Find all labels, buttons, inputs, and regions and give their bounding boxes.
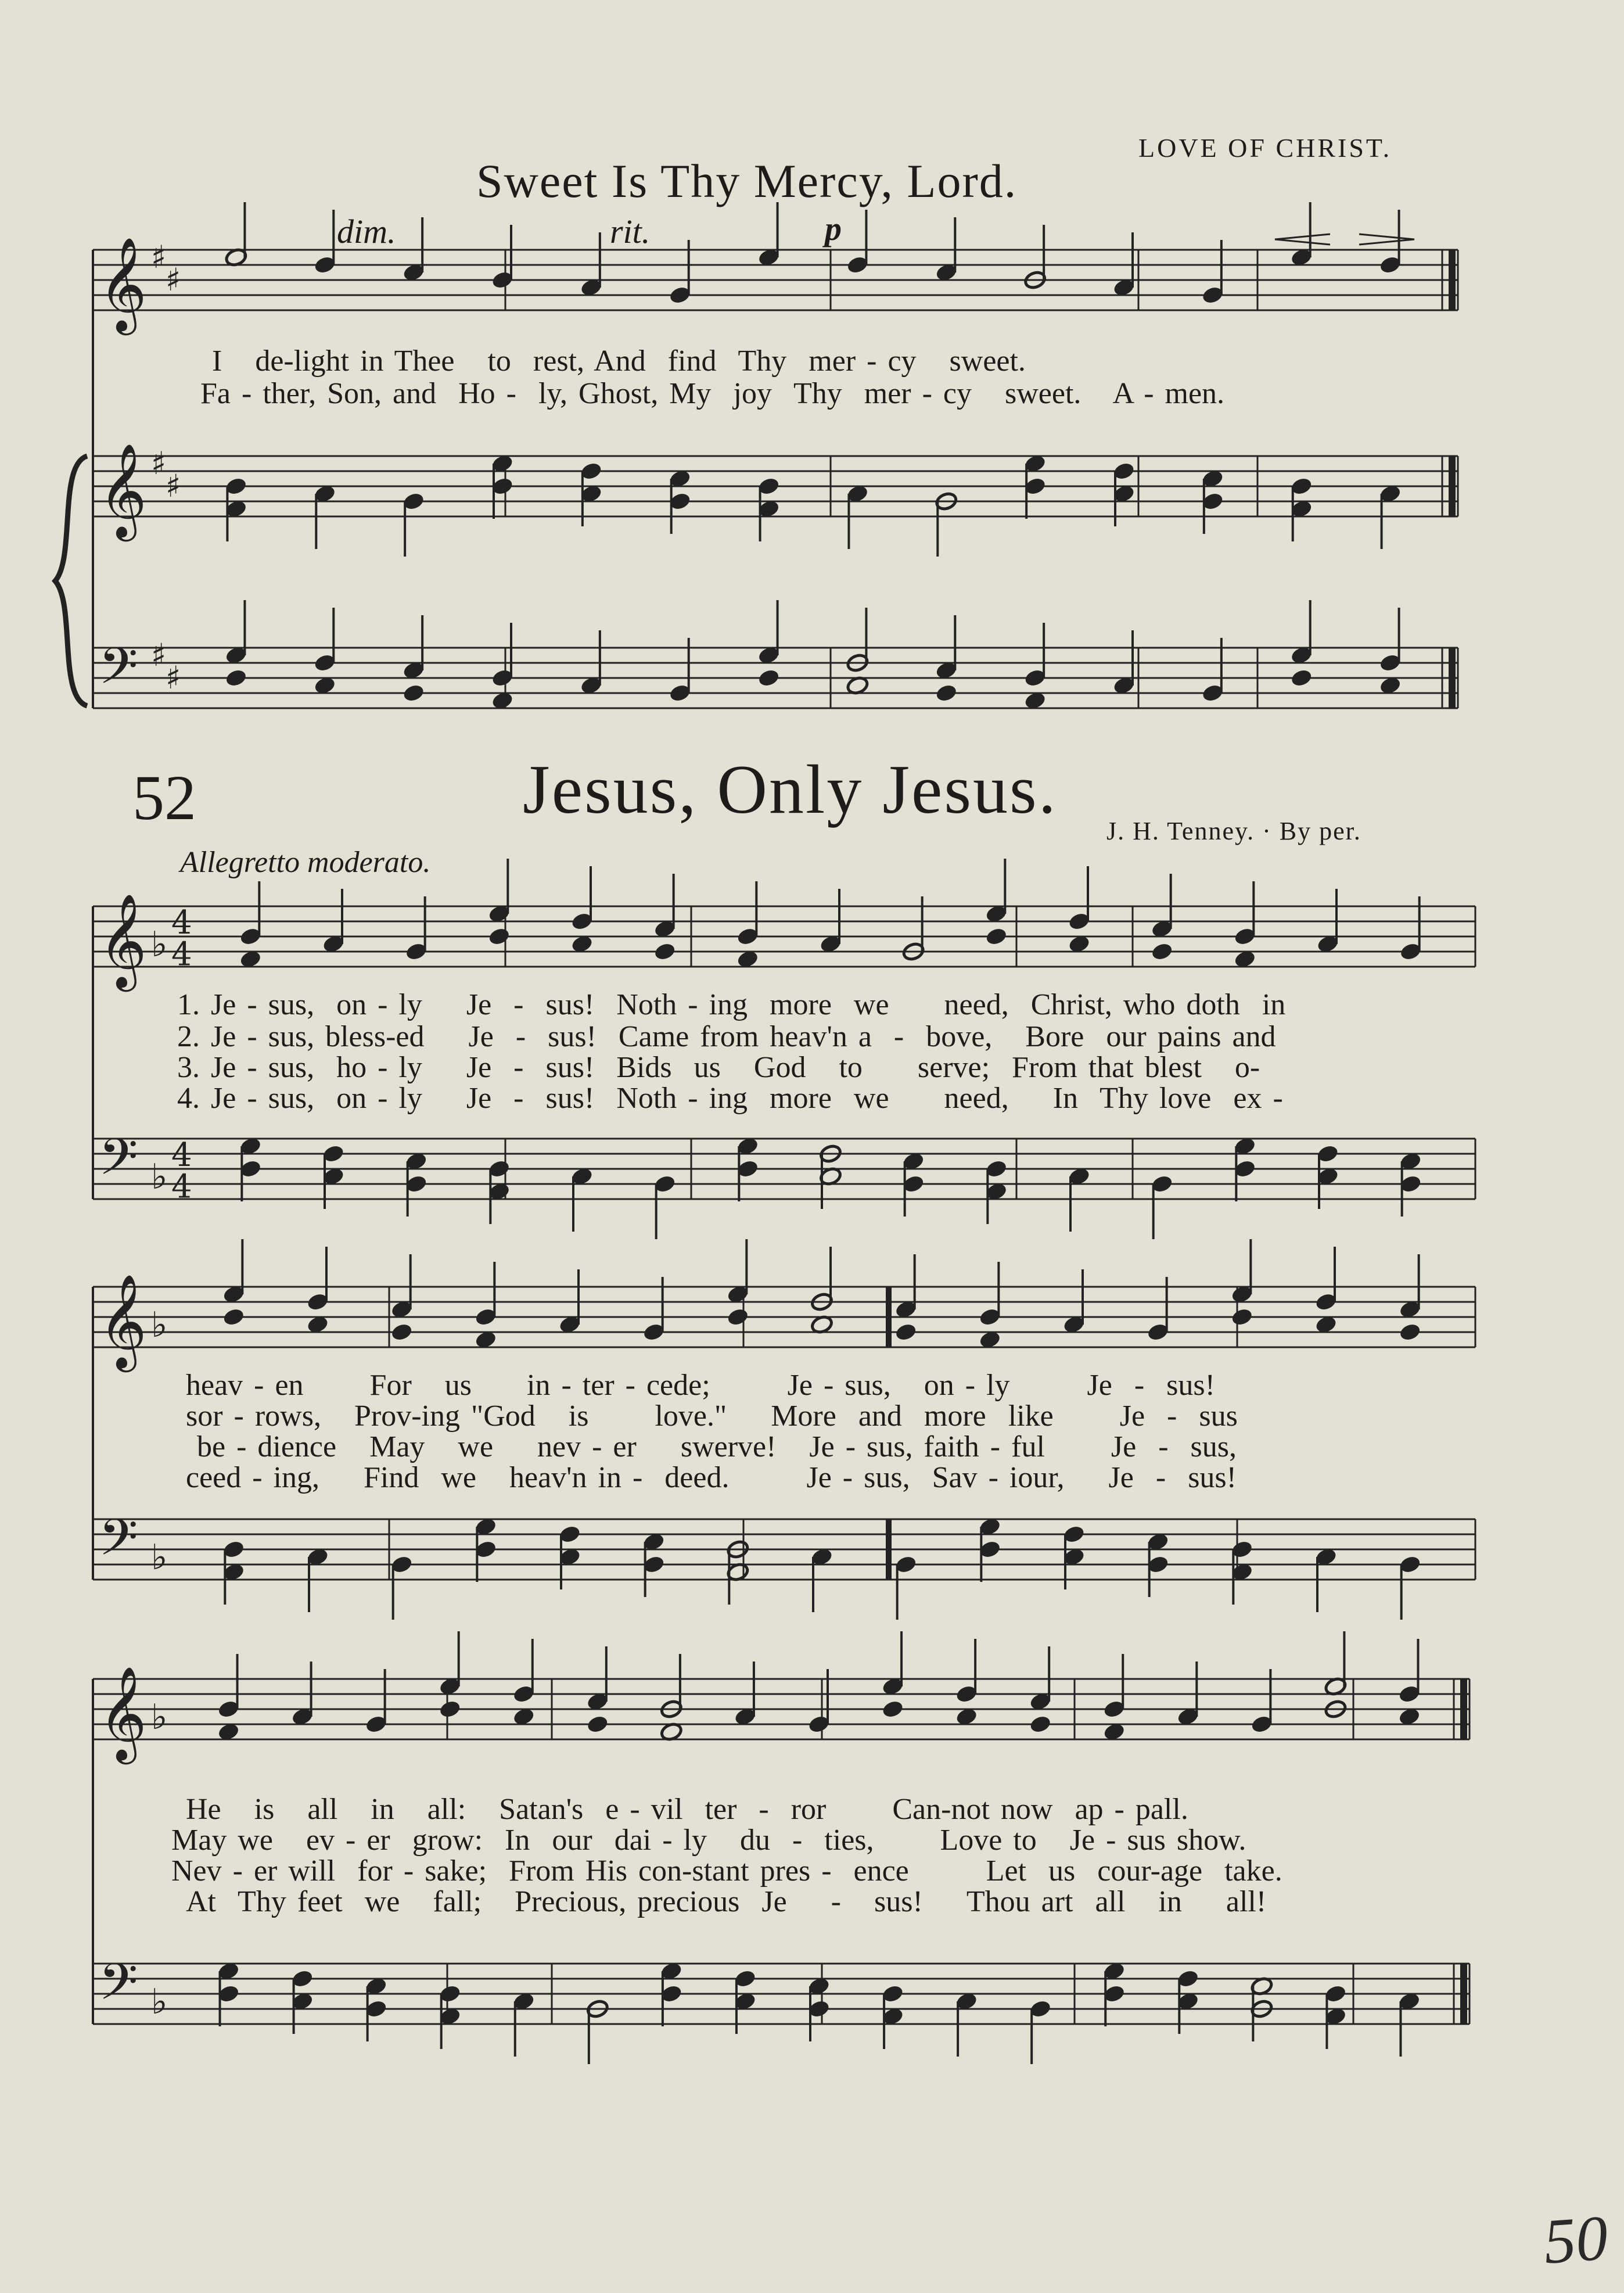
time-signature-bottom: 4 — [171, 935, 192, 974]
flat-icon: ♭ — [151, 1537, 168, 1578]
note-s3-st1-lower — [1398, 1322, 1422, 1343]
verse-1-line-b: heav - en For us in - ter - cede; Je - sus, on - ly Je - sus! — [186, 1369, 1215, 1402]
treble-clef-icon: 𝄞 — [99, 1273, 147, 1369]
treble-clef-icon: 𝄞 — [99, 893, 147, 988]
note-s3-st1-lower — [1230, 1307, 1254, 1327]
composer-credit: J. H. Tenney. · By per. — [1106, 817, 1361, 845]
time-signature-top: 4 — [171, 903, 192, 942]
sharp-icon: ♯ — [166, 659, 181, 697]
note-s1-st3-lower — [1289, 668, 1313, 688]
dynamic-dim: dim. — [337, 213, 396, 250]
sharp-icon: ♯ — [166, 261, 181, 299]
verse-1-line-c: He is all in all: Satan's e - vil ter - ror Can-not now ap - pall. — [186, 1793, 1188, 1826]
treble-clef-icon: 𝄞 — [99, 1666, 147, 1761]
sharp-icon: ♯ — [151, 637, 167, 674]
note-s4-st1-lower — [1029, 1714, 1052, 1735]
decrescendo-icon — [1359, 234, 1414, 245]
verse-3-line-a: 3. Je - sus, ho - ly Je - sus! Bids us God to serve; From that blest o- — [177, 1051, 1260, 1084]
verse-4-line-b: ceed - ing, Find we heav'n in - deed. Je - sus, Sav - iour, Je - sus! — [186, 1461, 1237, 1494]
note-s4-st1-lower — [881, 1699, 905, 1720]
sharp-icon: ♯ — [151, 445, 167, 482]
section-label: LOVE OF CHRIST. — [1138, 133, 1392, 163]
note-s3-st1-lower — [222, 1307, 246, 1327]
bass-clef-icon: 𝄢 — [99, 637, 138, 708]
verse-2-line-a: 2. Je - sus, bless-ed Je - sus! Came from heav'n a - bove, Bore our pains and — [177, 1020, 1276, 1053]
note-s2-st1-lower — [1150, 942, 1174, 962]
verse-4-line-c: At Thy feet we fall; Precious, precious Je - sus! Thou art all in all! — [186, 1885, 1267, 1918]
hymn-title-sweet-is-thy-mercy: Sweet Is Thy Mercy, Lord. — [476, 155, 1018, 207]
note-s2-st1-lower — [653, 942, 677, 962]
note-s1-st3-lower — [935, 683, 958, 704]
hymn1-lyric-line-1: I de-light in Thee to rest, And find Thy mer - cy sweet. — [212, 345, 1026, 378]
flat-icon: ♭ — [151, 1696, 168, 1738]
bass-clef-icon: 𝄢 — [99, 1953, 138, 2023]
note-s1-st3-lower — [757, 668, 781, 688]
note-s3-st1-lower — [726, 1307, 750, 1327]
sharp-icon: ♯ — [166, 468, 181, 505]
bass-clef-icon: 𝄢 — [99, 1128, 138, 1198]
note-s4-st1-lower — [438, 1699, 462, 1720]
note-s1-st3-lower — [224, 668, 248, 688]
note-s3-st1-lower — [894, 1322, 918, 1343]
page-number: 50 — [1541, 2202, 1611, 2277]
verse-2-line-c: May we ev - er grow: In our dai - ly du - ties, Love to Je - sus show. — [171, 1824, 1246, 1857]
note-s1-st3-lower — [402, 683, 426, 704]
verse-2-line-b: sor - rows, Prov-ing "God is love." More and more like Je - sus — [186, 1400, 1238, 1433]
note-s2-st1-lower — [985, 927, 1008, 947]
hymn-title-jesus-only-jesus: Jesus, Only Jesus. — [523, 751, 1058, 828]
dynamic-rit: rit. — [610, 213, 651, 250]
verse-3-line-c: Nev - er will for - sake; From His con-stant pres - ence Let us cour-age take. — [171, 1854, 1282, 1887]
crescendo-icon — [1275, 234, 1330, 245]
flat-icon: ♭ — [151, 1304, 168, 1345]
sharp-icon: ♯ — [151, 239, 167, 276]
verse-4-line-a: 4. Je - sus, on - ly Je - sus! Noth - ing more we need, In Thy love ex - — [177, 1082, 1283, 1115]
treble-clef-icon: 𝄞 — [99, 443, 147, 538]
time-signature-bottom: 4 — [171, 1168, 192, 1206]
treble-clef-icon: 𝄞 — [99, 236, 147, 332]
bass-clef-icon: 𝄢 — [99, 1508, 138, 1579]
verse-1-line-a: 1. Je - sus, on - ly Je - sus! Noth - ing more we need, Christ, who doth in — [177, 988, 1286, 1021]
flat-icon: ♭ — [151, 1156, 168, 1197]
note-s2-st1-lower — [487, 927, 511, 947]
hymn1-lyric-line-2: Fa - ther, Son, and Ho - ly, Ghost, My joy Thy mer - cy sweet. A - men. — [200, 377, 1225, 410]
note-s4-st1-lower — [586, 1714, 610, 1735]
dynamic-piano: p — [825, 210, 842, 247]
flat-icon: ♭ — [151, 924, 168, 965]
verse-3-line-b: be - dience May we nev - er swerve! Je - sus, faith - ful Je - sus, — [186, 1430, 1237, 1463]
flat-icon: ♭ — [151, 1981, 168, 2022]
note-s3-st1-lower — [390, 1322, 414, 1343]
brace-icon — [55, 456, 87, 706]
time-signature-top: 4 — [171, 1136, 192, 1174]
tempo-marking: Allegretto moderato. — [180, 846, 431, 879]
hymn-number: 52 — [132, 762, 196, 833]
